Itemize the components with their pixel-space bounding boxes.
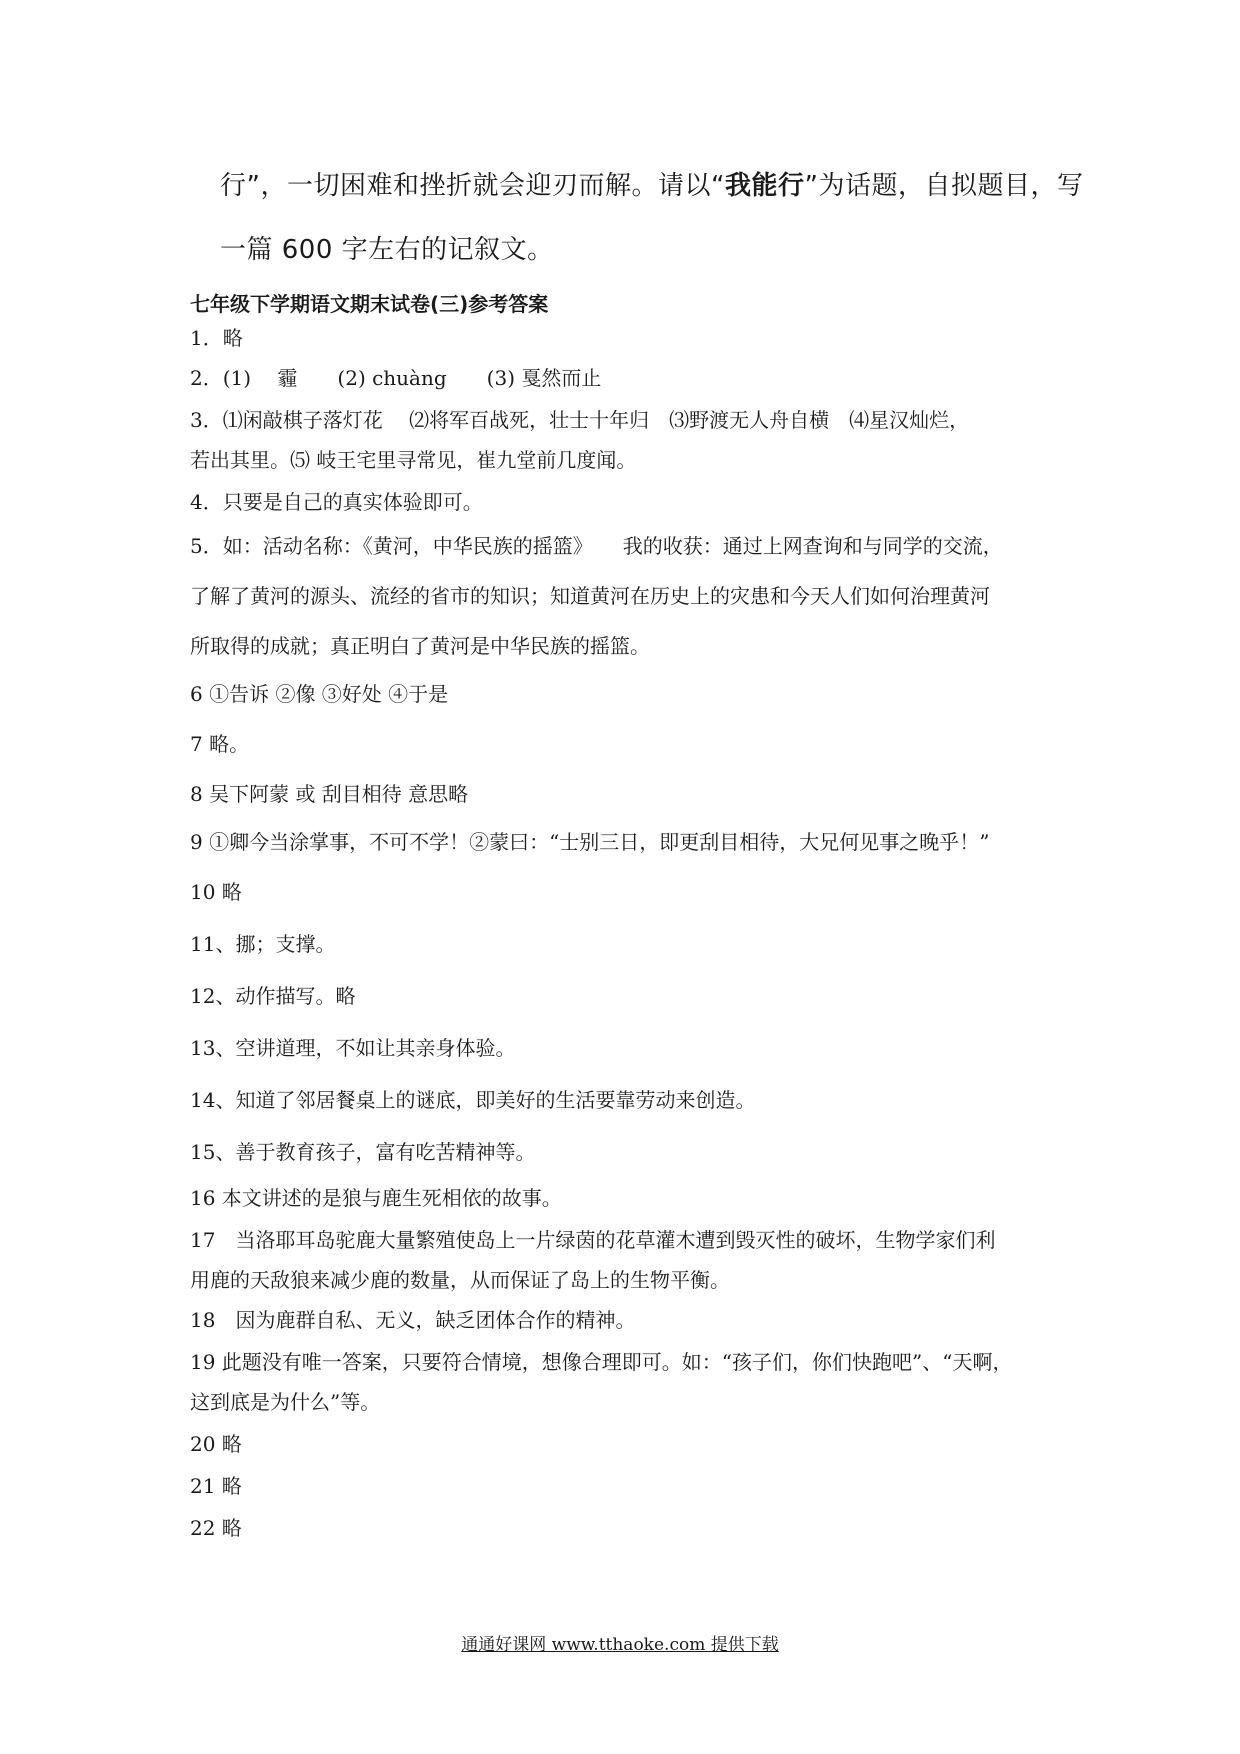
- answer-line: 3．⑴闲敲棋子落灯花 ⑵将军百战死，壮士十年归 ⑶野渡无人舟自横 ⑷星汉灿烂，: [190, 408, 970, 432]
- answer-line: 5．如：活动名称：《黄河，中华民族的摇篮》 我的收获：通过上网查询和与同学的交流，: [190, 534, 1003, 558]
- answer-line: 15、善于教育孩子，富有吃苦精神等。: [190, 1140, 536, 1164]
- answer-line: 这到底是为什么”等。: [190, 1390, 381, 1414]
- answer-line: 16 本文讲述的是狼与鹿生死相依的故事。: [190, 1186, 562, 1210]
- answer-line: 20 略: [190, 1432, 242, 1456]
- answer-line: 用鹿的天敌狼来减少鹿的数量，从而保证了岛上的生物平衡。: [190, 1268, 730, 1292]
- answer-line: 17 当洛耶耳岛驼鹿大量繁殖使岛上一片绿茵的花草灌木遭到毁灭性的破坏，生物学家们利: [190, 1228, 996, 1252]
- answer-line: 4．只要是自己的真实体验即可。: [190, 490, 483, 514]
- answer-line: 9 ①卿今当涂掌事，不可不学！②蒙曰：“士别三日，即更刮目相待，大兄何见事之晚乎！”: [190, 830, 990, 854]
- answers-title: 七年级下学期语文期末试卷(三)参考答案: [190, 292, 549, 316]
- answer-line: 18 因为鹿群自私、无义，缺乏团体合作的精神。: [190, 1308, 636, 1332]
- essay-topic: 我能行: [724, 171, 805, 201]
- answer-line: 10 略: [190, 880, 242, 904]
- footer-download-link[interactable]: 通通好课网 www.tthaoke.com 提供下载: [461, 1635, 779, 1655]
- answer-line: 22 略: [190, 1516, 242, 1540]
- answer-line: 2．(1) 霾 (2) chuàng (3) 戛然而止: [190, 366, 602, 390]
- essay-text-a: 行”，一切困难和挫折就会迎刃而解。请以“: [220, 171, 725, 201]
- essay-prompt-line-1: [220, 168, 1083, 204]
- answer-line: 8 吴下阿蒙 或 刮目相待 意思略: [190, 782, 469, 806]
- essay-text-c: ”为话题，自拟题目，写: [804, 171, 1084, 201]
- answer-line: 13、空讲道理，不如让其亲身体验。: [190, 1036, 516, 1060]
- answer-line: 了解了黄河的源头、流经的省市的知识；知道黄河在历史上的灾患和今天人们如何治理黄河: [190, 584, 990, 608]
- answer-line: 19 此题没有唯一答案，只要符合情境，想像合理即可。如：“孩子们，你们快跑吧”、“天啊，: [190, 1350, 1013, 1374]
- answer-line: 若出其里。⑸ 岐王宅里寻常见，崔九堂前几度闻。: [190, 448, 637, 472]
- answer-line: 7 略。: [190, 732, 250, 756]
- essay-prompt-line-2: 一篇 600 字左右的记叙文。: [220, 235, 554, 265]
- answer-line: 1．略: [190, 326, 243, 350]
- answer-line: 6 ①告诉 ②像 ③好处 ④于是: [190, 682, 449, 706]
- answer-line: 14、知道了邻居餐桌上的谜底，即美好的生活要靠劳动来创造。: [190, 1088, 756, 1112]
- answer-line: 21 略: [190, 1474, 242, 1498]
- answer-line: 所取得的成就；真正明白了黄河是中华民族的摇篮。: [190, 634, 650, 658]
- answer-line: 12、动作描写。略: [190, 984, 356, 1008]
- answer-line: 11、挪；支撑。: [190, 932, 336, 956]
